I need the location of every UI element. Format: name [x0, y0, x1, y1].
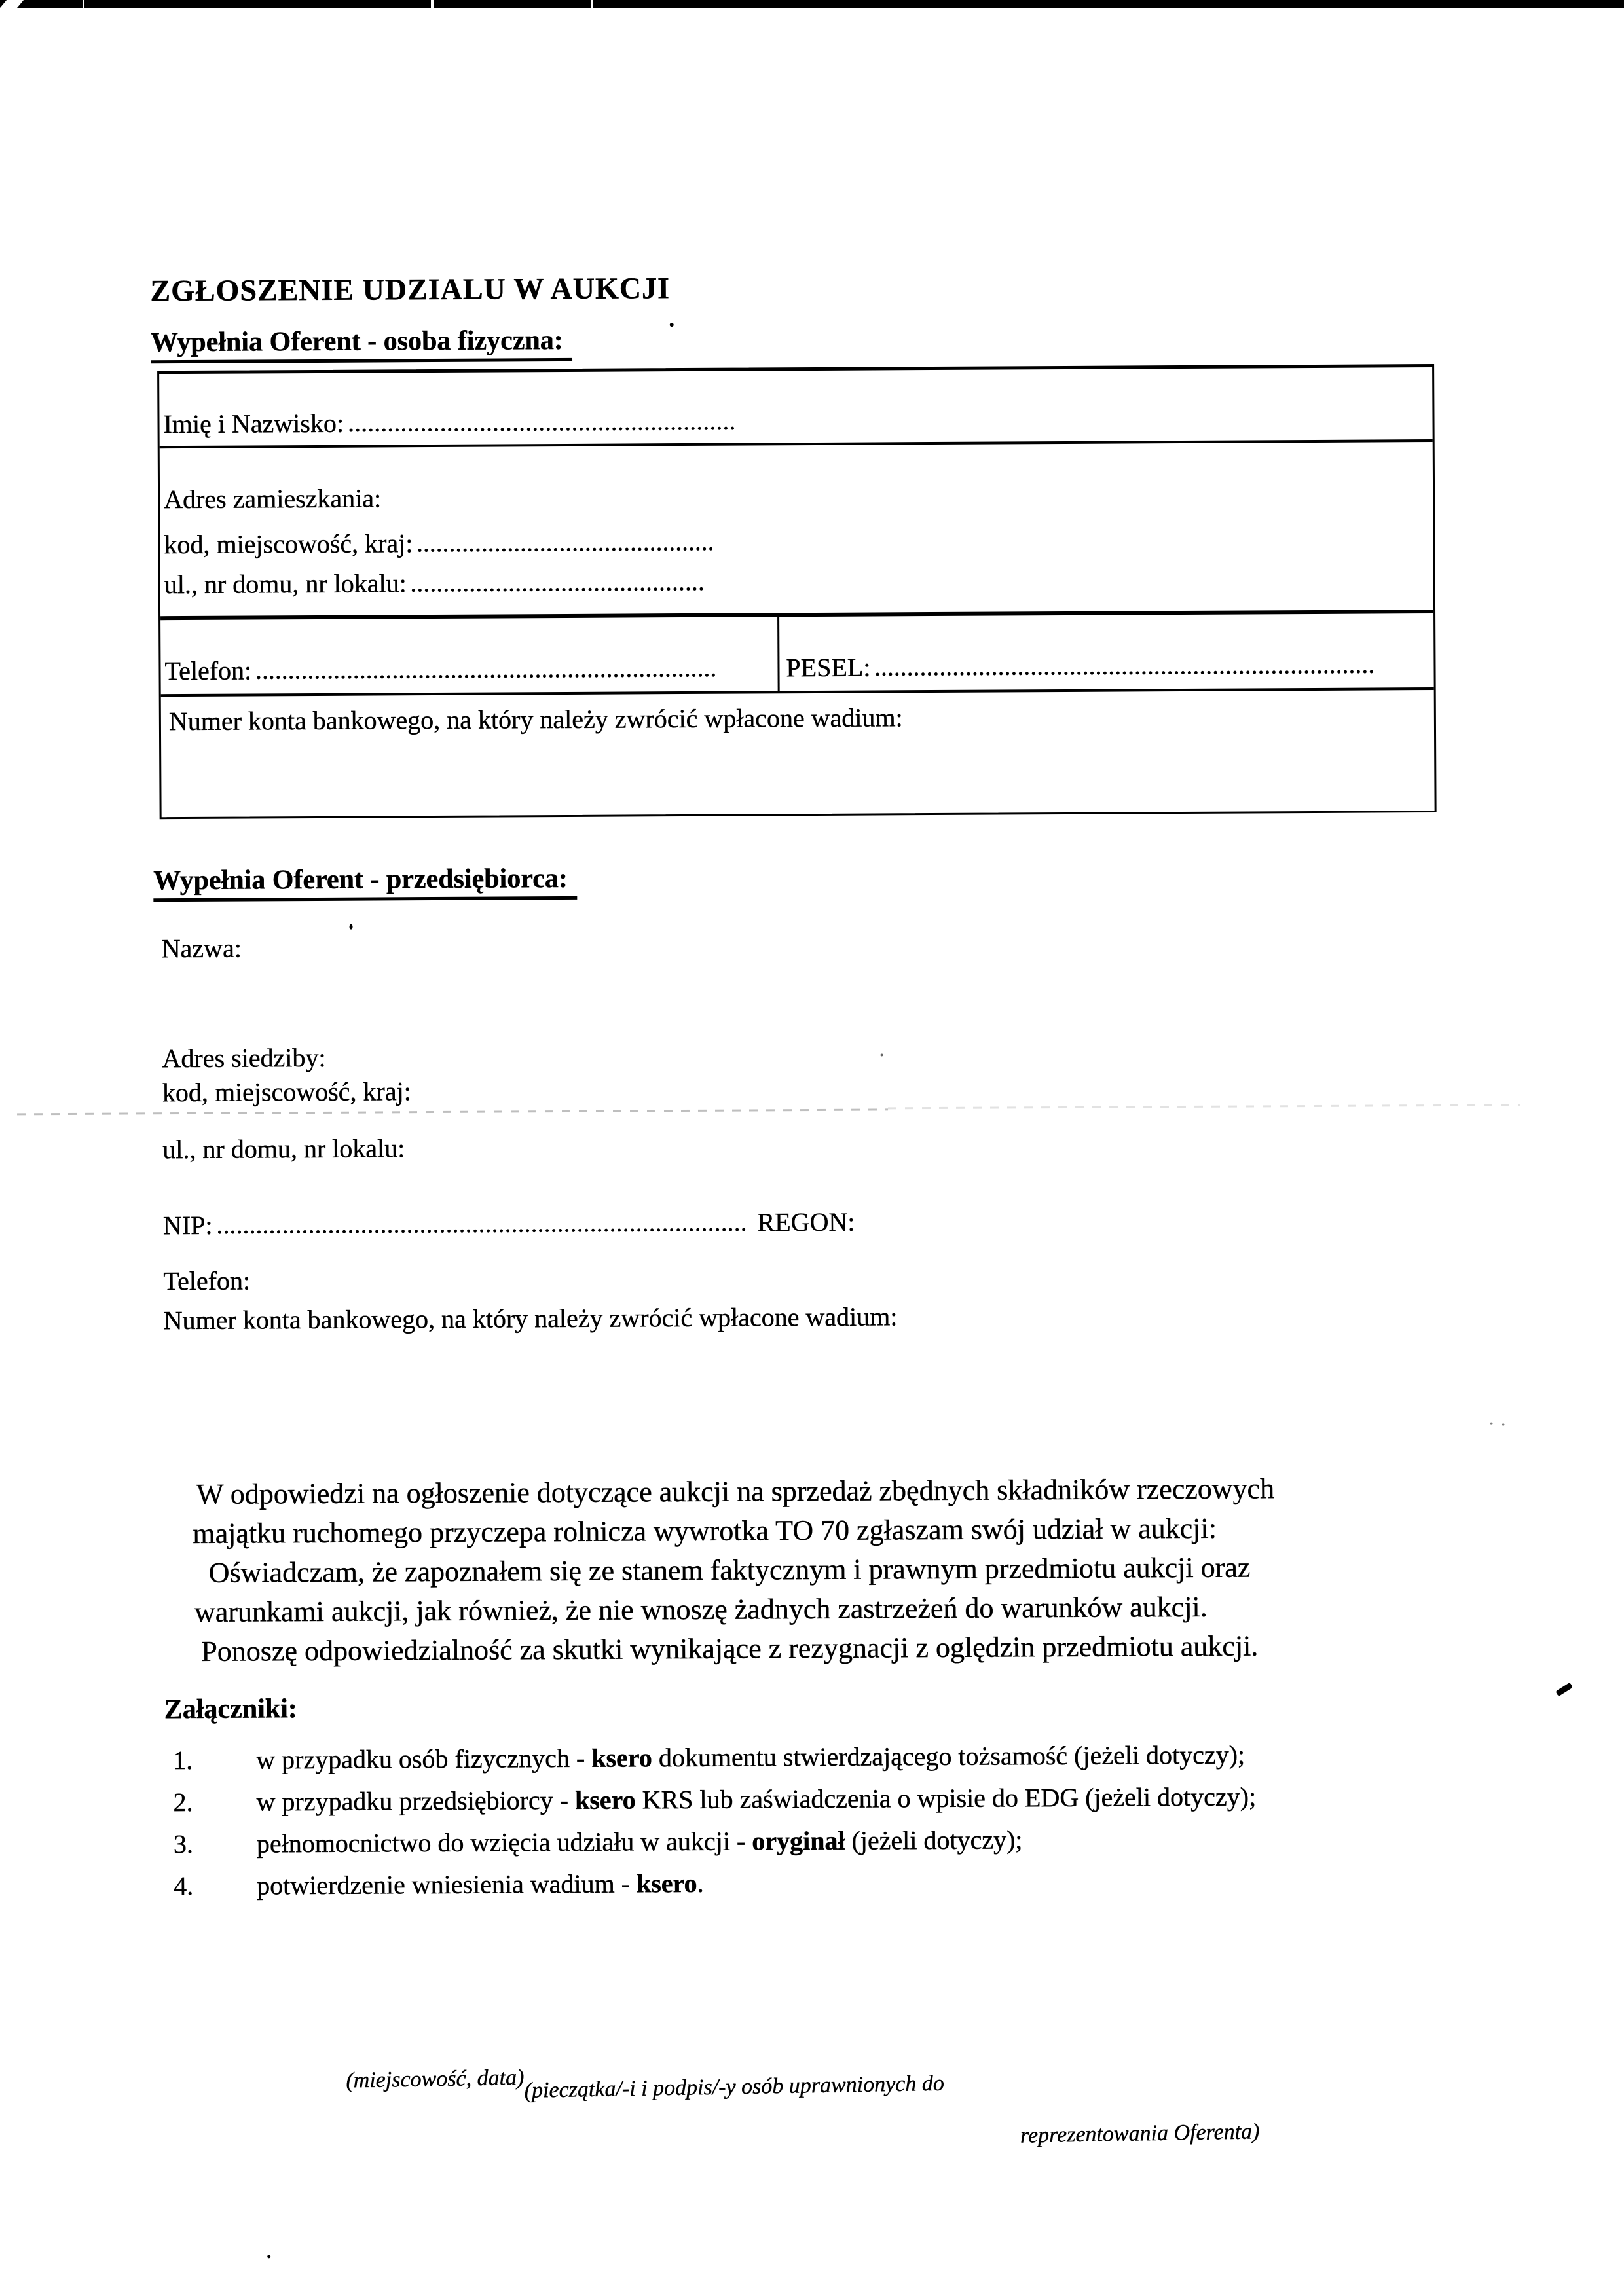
stamp-signature-label-line1: (pieczątka/-i i podpis/-y osób uprawnionych do [524, 2071, 945, 2103]
declaration-line: Ponoszę odpowiedzialność za skutki wynikające z rezygnacji z oględzin przedmiotu aukcji. [201, 1630, 1259, 1667]
nip-label: NIP: [162, 1210, 213, 1241]
regon-label: REGON: [757, 1207, 855, 1237]
scan-speck [1502, 1423, 1505, 1425]
name-label: Imię i Nazwisko: [163, 408, 344, 439]
phone-label: Telefon: [164, 655, 252, 686]
postal-city-country-label: kod, miejscowość, kraj: [164, 528, 413, 560]
declaration-line: Oświadczam, że zapoznałem się ze stanem faktycznym i prawnym przedmiotu aukcji oraz [208, 1551, 1251, 1589]
place-date-label: (miejscowość, data) [346, 2065, 525, 2093]
scan-speck [350, 924, 353, 930]
declaration-line: majątku ruchomego przyczepa rolnicza wywrotka TO 70 zgłaszam swój udział w aukcji: [193, 1512, 1217, 1550]
section-business-heading: Wypełnia Oferent - przedsiębiorca: [153, 863, 577, 902]
business-street-label: ul., nr domu, nr lokalu: [162, 1133, 405, 1165]
declaration-line: W odpowiedzi na ogłoszenie dotyczące aukcji na sprzedaż zbędnych składników rzeczowych [196, 1472, 1275, 1510]
scan-speck [670, 323, 674, 327]
company-name-label: Nazwa: [161, 933, 242, 964]
pesel-label: PESEL: [786, 652, 871, 683]
address-label: Adres zamieszkania: [164, 483, 382, 515]
section-individual-heading: Wypełnia Oferent - osoba fizyczna: [151, 325, 572, 363]
business-phone-label: Telefon: [163, 1266, 251, 1296]
street-house-label: ul., nr domu, nr lokalu: [164, 568, 407, 600]
scan-speck [881, 1053, 883, 1056]
attachment-item-text: potwierdzenie wniesienia wadium - ksero. [257, 1868, 704, 1901]
attachment-item-number: 4. [174, 1870, 194, 1901]
scan-speck [1490, 1423, 1493, 1425]
scan-speck [267, 2255, 270, 2258]
attachment-item-number: 2. [173, 1787, 193, 1817]
business-address-label: Adres siedziby: [162, 1042, 326, 1074]
declaration-line: warunkami aukcji, jak również, że nie wnoszę żadnych zastrzeżeń do warunków aukcji. [194, 1590, 1208, 1628]
attachment-item-number: 1. [173, 1745, 193, 1776]
attachment-item-text: w przypadku przedsiębiorcy - ksero KRS lub zaświadczenia o wpisie do EDG (jeżeli dotyczy); [256, 1781, 1257, 1817]
stamp-signature-label-line2: reprezentowania Oferenta) [1020, 2119, 1260, 2148]
attachments-heading: Załączniki: [164, 1694, 297, 1725]
bank-account-label: Numer konta bankowego, na który należy zwrócić wpłacone wadium: [168, 702, 903, 737]
attachment-item-number: 3. [173, 1829, 193, 1859]
business-postal-label: kod, miejscowość, kraj: [162, 1076, 411, 1108]
document-title: ZGŁOSZENIE UDZIALU W AUKCJI [150, 271, 671, 308]
attachment-item-text: pełnomocnictwo do wzięcia udziału w aukcji - oryginał (jeżeli dotyczy); [256, 1825, 1023, 1859]
business-bank-account-label: Numer konta bankowego, na który należy zwrócić wpłacone wadium: [163, 1302, 898, 1336]
attachment-item-text: w przypadku osób fizycznych - ksero dokumentu stwierdzającego tożsamość (jeżeli dotyczy); [256, 1740, 1246, 1775]
